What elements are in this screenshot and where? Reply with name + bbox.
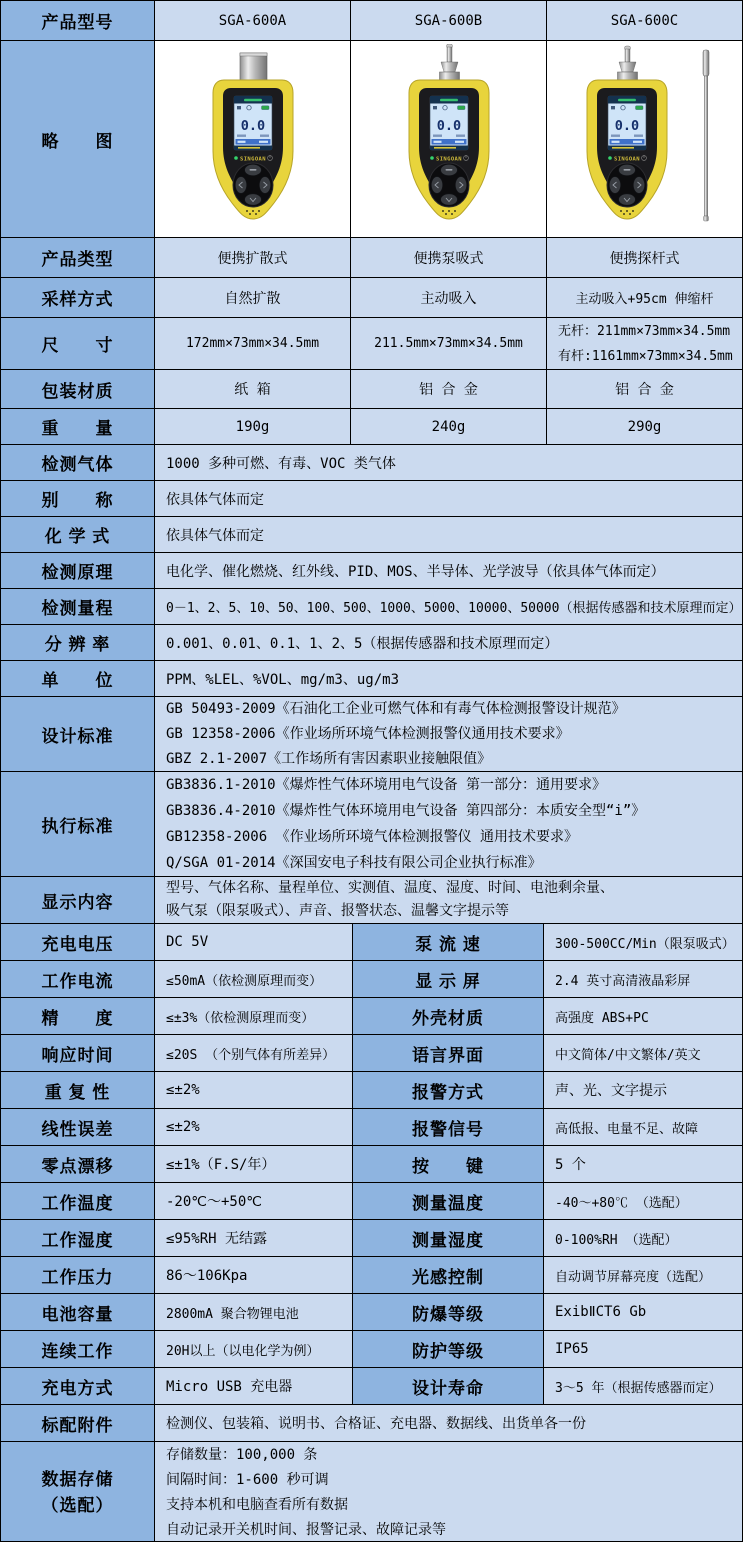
label-buttons: 按 键 <box>353 1146 544 1183</box>
row-working-temp-measure-temp <box>1 1183 742 1220</box>
row-display-content <box>1 877 742 924</box>
row-weight <box>1 409 742 445</box>
sensor-cap-icon <box>240 53 267 80</box>
value-working-pressure: 86～106Kpa <box>155 1257 353 1294</box>
label-detect-gas: 检测气体 <box>1 445 155 481</box>
value-working-humidity: ≤95%RH 无结露 <box>155 1220 353 1257</box>
label-display-content: 显示内容 <box>1 877 155 924</box>
screen-reading: 0.0 <box>436 118 461 134</box>
label-continuous-work: 连续工作 <box>1 1331 155 1368</box>
value-type-a: 便携扩散式 <box>155 238 351 278</box>
value-working-current: ≤50mA（依检测原理而变） <box>155 961 353 998</box>
value-pump-flow-rate: 300-500CC/Min（限泵吸式） <box>544 924 742 961</box>
label-detect-range: 检测量程 <box>1 589 155 625</box>
value-battery-capacity: 2800mA 聚合物锂电池 <box>155 1294 353 1331</box>
value-size-c <box>547 318 742 370</box>
label-repeatability: 重 复 性 <box>1 1072 155 1109</box>
value-weight-c: 290g <box>547 409 742 445</box>
value-shell-material: 高强度 ABS+PC <box>544 998 742 1035</box>
value-size-b: 211.5mm×73mm×34.5mm <box>351 318 547 370</box>
row-resolution <box>1 625 742 661</box>
label-protection-grade: 防护等级 <box>353 1331 544 1368</box>
value-alias: 依具体气体而定 <box>155 481 742 517</box>
label-accessories: 标配附件 <box>1 1405 155 1442</box>
image-cell-sga600c <box>547 41 742 238</box>
label-sketch: 略 图 <box>1 41 155 238</box>
label-charging-method: 充电方式 <box>1 1368 155 1405</box>
device-image-sga600c <box>560 44 730 234</box>
exec-standard-line: Q/SGA 01-2014《深国安电子科技有限公司企业执行标准》 <box>166 855 542 871</box>
value-package-c: 铝 合 金 <box>547 370 742 409</box>
value-size-a: 172mm×73mm×34.5mm <box>155 318 351 370</box>
value-resolution: 0.001、0.01、0.1、1、2、5（根据传感器和技术原理而定） <box>155 625 742 661</box>
label-design-life: 设计寿命 <box>353 1368 544 1405</box>
data-storage-line: 存储数量：100,000 条 <box>166 1446 318 1463</box>
value-chemical-formula: 依具体气体而定 <box>155 517 742 553</box>
row-detect-gas <box>1 445 742 481</box>
data-storage-label-line-2: （选配） <box>41 1495 114 1515</box>
value-accuracy: ≤±3%（依检测原理而变） <box>155 998 353 1035</box>
label-response-time: 响应时间 <box>1 1035 155 1072</box>
value-language-interface: 中文简体/中文繁体/英文 <box>544 1035 742 1072</box>
label-battery-capacity: 电池容量 <box>1 1294 155 1331</box>
exec-standard-line: GB12358-2006 《作业场所环境气体检测报警仪 通用技术要求》 <box>166 829 579 845</box>
value-protection-grade: IP65 <box>544 1331 742 1368</box>
row-dimensions <box>1 318 742 370</box>
keypad <box>429 163 469 207</box>
row-continuous-work-protection <box>1 1331 742 1368</box>
data-storage-line: 间隔时间：1-600 秒可调 <box>166 1471 329 1488</box>
data-storage-label-line-1: 数据存储 <box>41 1469 114 1489</box>
label-design-standard: 设计标准 <box>1 697 155 772</box>
row-linearity-alarm-signal <box>1 1109 742 1146</box>
screen-reading: 0.0 <box>240 118 265 134</box>
status-led <box>608 156 612 160</box>
label-linearity-error: 线性误差 <box>1 1109 155 1146</box>
value-sampling-a: 自然扩散 <box>155 278 351 318</box>
brand-text: SINGOAN <box>613 156 640 163</box>
value-detect-principle: 电化学、催化燃烧、红外线、PID、MOS、半导体、光学波导（依具体气体而定） <box>155 553 742 589</box>
device-image-sga600b <box>374 44 524 234</box>
row-design-standard <box>1 697 742 772</box>
row-battery-explosion-proof <box>1 1294 742 1331</box>
label-product-type: 产品类型 <box>1 238 155 278</box>
row-charging-voltage-pump-flow <box>1 924 742 961</box>
row-accuracy-shell-material <box>1 998 742 1035</box>
value-explosion-proof-grade: ExibⅡCT6 Gb <box>544 1294 742 1331</box>
status-led <box>234 156 238 160</box>
value-weight-b: 240g <box>351 409 547 445</box>
value-display-screen: 2.4 英寸高清液晶彩屏 <box>544 961 742 998</box>
exec-standard-line: GB3836.4-2010《爆炸性气体环境用电气设备 第四部分：本质安全型“i”》 <box>166 803 646 819</box>
label-zero-drift: 零点漂移 <box>1 1146 155 1183</box>
value-continuous-work: 20H以上（以电化学为例） <box>155 1331 353 1368</box>
value-sampling-b: 主动吸入 <box>351 278 547 318</box>
exec-standard-line: GB3836.1-2010《爆炸性气体环境用电气设备 第一部分：通用要求》 <box>166 777 607 793</box>
sketch-row <box>1 41 742 238</box>
label-measure-humidity: 测量湿度 <box>353 1220 544 1257</box>
value-linearity-error: ≤±2% <box>155 1109 353 1146</box>
row-response-time-language <box>1 1035 742 1072</box>
label-alarm-mode: 报警方式 <box>353 1072 544 1109</box>
label-product-model: 产品型号 <box>1 1 155 41</box>
lcd-screen <box>608 96 646 150</box>
label-working-pressure: 工作压力 <box>1 1257 155 1294</box>
row-product-type <box>1 238 742 278</box>
display-content-line: 吸气泵（限泵吸式）、声音、报警状态、温馨文字提示等 <box>166 903 509 919</box>
value-detect-gas: 1000 多种可燃、有毒、VOC 类气体 <box>155 445 742 481</box>
label-weight: 重 量 <box>1 409 155 445</box>
size-c-line-1: 无杆：211mm×73mm×34.5mm <box>558 323 731 339</box>
value-package-b: 铝 合 金 <box>351 370 547 409</box>
label-alarm-signal: 报警信号 <box>353 1109 544 1146</box>
row-accessories <box>1 1405 742 1442</box>
row-unit <box>1 661 742 697</box>
value-charging-voltage: DC 5V <box>155 924 353 961</box>
value-zero-drift: ≤±1%（F.S/年） <box>155 1146 353 1183</box>
value-sampling-c: 主动吸入+95cm 伸缩杆 <box>547 278 742 318</box>
value-exec-standard <box>155 772 742 877</box>
value-light-control: 自动调节屏幕亮度（选配） <box>544 1257 742 1294</box>
model-sga600c: SGA-600C <box>547 1 742 41</box>
value-unit: PPM、%LEL、%VOL、mg/m3、ug/m3 <box>155 661 742 697</box>
row-working-pressure-light-control <box>1 1257 742 1294</box>
value-measure-temperature: -40～+80℃ （选配） <box>544 1183 742 1220</box>
value-type-c: 便携探杆式 <box>547 238 742 278</box>
value-response-time: ≤20S （个别气体有所差异） <box>155 1035 353 1072</box>
label-exec-standard: 执行标准 <box>1 772 155 877</box>
lcd-screen <box>234 96 272 150</box>
row-sampling-method <box>1 278 742 318</box>
label-resolution: 分 辨 率 <box>1 625 155 661</box>
value-measure-humidity: 0-100%RH （选配） <box>544 1220 742 1257</box>
lcd-screen <box>430 96 468 150</box>
label-language-interface: 语言界面 <box>353 1035 544 1072</box>
value-type-b: 便携泵吸式 <box>351 238 547 278</box>
row-charging-method-design-life <box>1 1368 742 1405</box>
pump-probe-icon <box>439 44 459 82</box>
label-light-control: 光感控制 <box>353 1257 544 1294</box>
label-dimensions: 尺 寸 <box>1 318 155 370</box>
value-alarm-signal: 高低报、电量不足、故障 <box>544 1109 742 1146</box>
row-package-material <box>1 370 742 409</box>
value-data-storage <box>155 1442 742 1542</box>
row-detect-principle <box>1 553 742 589</box>
design-standard-line: GBZ 2.1-2007《工作场所有害因素职业接触限值》 <box>166 750 492 767</box>
label-shell-material: 外壳材质 <box>353 998 544 1035</box>
image-cell-sga600a <box>155 41 351 238</box>
status-led <box>430 156 434 160</box>
label-charging-voltage: 充电电压 <box>1 924 155 961</box>
row-repeatability-alarm-mode <box>1 1072 742 1109</box>
row-data-storage <box>1 1442 742 1542</box>
label-explosion-proof-grade: 防爆等级 <box>353 1294 544 1331</box>
value-working-temperature: -20℃～+50℃ <box>155 1183 353 1220</box>
value-buttons: 5 个 <box>544 1146 742 1183</box>
device-image-sga600a <box>178 44 328 234</box>
value-design-life: 3～5 年（根据传感器而定） <box>544 1368 742 1405</box>
image-cell-sga600b <box>351 41 547 238</box>
value-weight-a: 190g <box>155 409 351 445</box>
label-accuracy: 精 度 <box>1 998 155 1035</box>
design-standard-line: GB 50493-2009《石油化工企业可燃气体和有毒气体检测报警设计规范》 <box>166 700 626 717</box>
row-detect-range <box>1 589 742 625</box>
value-display-content <box>155 877 742 924</box>
brand-text: SINGOAN <box>435 156 462 163</box>
header-row <box>1 1 742 41</box>
row-working-current-display-screen <box>1 961 742 998</box>
value-alarm-mode: 声、光、文字提示 <box>544 1072 742 1109</box>
row-alias <box>1 481 742 517</box>
value-repeatability: ≤±2% <box>155 1072 353 1109</box>
model-sga600b: SGA-600B <box>351 1 547 41</box>
telescopic-rod-icon <box>703 50 709 221</box>
label-pump-flow-rate: 泵 流 速 <box>353 924 544 961</box>
data-storage-line: 自动记录开关机时间、报警记录、故障记录等 <box>166 1521 446 1538</box>
value-charging-method: Micro USB 充电器 <box>155 1368 353 1405</box>
brand-text: SINGOAN <box>239 156 266 163</box>
row-zero-drift-buttons <box>1 1146 742 1183</box>
row-exec-standard <box>1 772 742 877</box>
value-design-standard <box>155 697 742 772</box>
label-working-temperature: 工作温度 <box>1 1183 155 1220</box>
label-detect-principle: 检测原理 <box>1 553 155 589</box>
keypad <box>607 163 647 207</box>
screen-reading: 0.0 <box>614 118 639 134</box>
label-alias: 别 称 <box>1 481 155 517</box>
display-content-line: 型号、气体名称、量程单位、实测值、温度、湿度、时间、电池剩余量、 <box>166 880 614 896</box>
design-standard-line: GB 12358-2006《作业场所环境气体检测报警仪通用技术要求》 <box>166 725 570 742</box>
value-detect-range: 0－1、2、5、10、50、100、500、1000、5000、10000、50000（根据传感器和技术原理而定） <box>155 589 742 625</box>
label-working-humidity: 工作湿度 <box>1 1220 155 1257</box>
label-package-material: 包装材质 <box>1 370 155 409</box>
label-chemical-formula: 化 学 式 <box>1 517 155 553</box>
pump-probe-icon <box>617 46 637 82</box>
model-sga600a: SGA-600A <box>155 1 351 41</box>
data-storage-line: 支持本机和电脑查看所有数据 <box>166 1496 348 1513</box>
label-working-current: 工作电流 <box>1 961 155 998</box>
keypad <box>233 163 273 207</box>
value-package-a: 纸 箱 <box>155 370 351 409</box>
row-chemical-formula <box>1 517 742 553</box>
row-working-humidity-measure-humidity <box>1 1220 742 1257</box>
label-data-storage <box>1 1442 155 1542</box>
size-c-line-2: 有杆:1161mm×73mm×34.5mm <box>558 348 733 364</box>
label-display-screen: 显 示 屏 <box>353 961 544 998</box>
label-measure-temperature: 测量温度 <box>353 1183 544 1220</box>
value-accessories: 检测仪、包装箱、说明书、合格证、充电器、数据线、出货单各一份 <box>155 1405 742 1442</box>
label-unit: 单 位 <box>1 661 155 697</box>
label-sampling-method: 采样方式 <box>1 278 155 318</box>
